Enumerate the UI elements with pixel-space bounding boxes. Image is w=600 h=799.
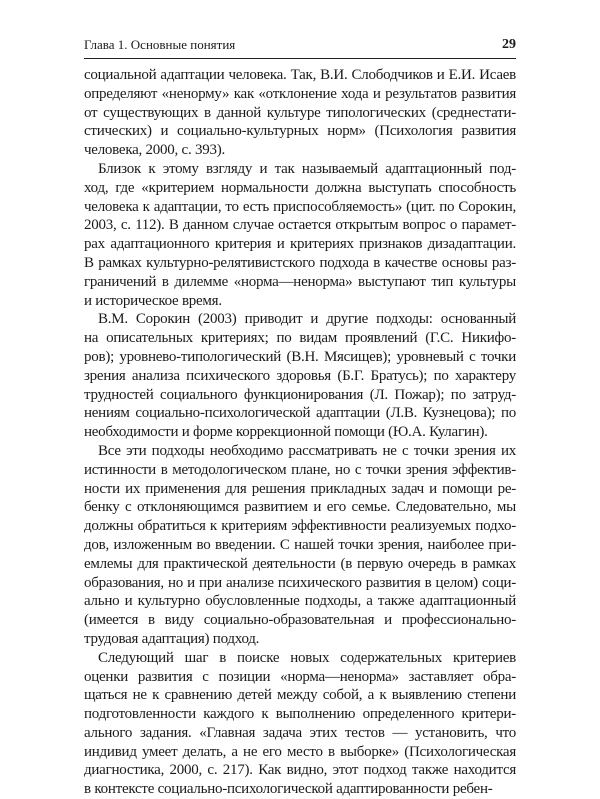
- text-line: ально и культурно обусловленные подходы, а также адаптационный: [84, 593, 516, 610]
- text-line: подготовленности каждого к выполнению определенного критери-: [84, 706, 516, 723]
- text-line: образования, но и при анализе психического развития в целом) соци-: [84, 574, 516, 591]
- page-number: 29: [502, 37, 516, 52]
- text-line: В.М. Сорокин (2003) приводит и другие подходы: основанный: [98, 311, 516, 328]
- text-line: человека к адаптации, то есть приспособляемость» (цит. по Сорокин,: [84, 198, 516, 215]
- paragraph: [84, 160, 516, 310]
- running-head: [84, 36, 516, 54]
- text-line: ход, где «критерием нормальности должна выступать способность: [84, 179, 516, 196]
- chapter-title: Глава 1. Основные понятия: [84, 37, 236, 52]
- text-line: необходимости и форме коррекционной помощи (Ю.А. Кулагин).: [84, 424, 488, 441]
- text-line: емлемы для практической деятельности (в первую очередь в рамках: [84, 555, 516, 572]
- body-text: [84, 66, 516, 799]
- text-line: от существующих в данной культуре типологических (среднестати-: [84, 104, 516, 121]
- text-line: трудностей социального функционирования (Л. Пожар); по затруд-: [84, 386, 516, 403]
- text-line: бенку с отклоняющимся развитием и его семье. Следовательно, мы: [84, 499, 516, 516]
- text-line: стических) и социально-культурных норм» (Психология развития: [84, 123, 516, 140]
- text-line: 2003, с. 112). В данном случае остается открытым вопрос о парамет-: [84, 217, 516, 234]
- text-line: Близок к этому взгляду и так называемый адаптационный под-: [98, 160, 516, 177]
- text-line: (имеется в виду социально-образовательная и профессионально-: [84, 612, 516, 629]
- text-line: ров); уровнево-типологический (В.Н. Мясищев); уровневый с точки: [84, 348, 516, 365]
- text-line: истинности в методологическом плане, но с точки зрения эффектив-: [84, 461, 516, 478]
- paragraph: [84, 649, 516, 799]
- text-line: диагностика, 2000, с. 217). Как видно, этот подход также находится: [84, 762, 516, 779]
- text-line: в контексте социально-психологической адаптированности ребен-: [84, 781, 493, 798]
- paragraph: [84, 310, 516, 442]
- header-rule: [84, 58, 516, 59]
- text-line: ального задания. «Главная задача этих тестов — установить, что: [84, 724, 516, 741]
- text-line: Все эти подходы необходимо рассматривать не с точки зрения их: [98, 442, 516, 459]
- text-line: граничений в дилемме «норма—ненорма» выступают тип культуры: [84, 273, 516, 290]
- paragraph: [84, 442, 516, 649]
- paragraph: [84, 66, 516, 160]
- text-line: человека, 2000, с. 393).: [84, 142, 225, 159]
- text-line: дов, изложенным во введении. С нашей точки зрения, наиболее при-: [84, 536, 516, 553]
- text-line: В рамках культурно-релятивистского подхода в качестве основы раз-: [84, 254, 516, 271]
- text-line: индивид умеет делать, а не его место в выборке» (Психологическая: [84, 743, 516, 760]
- text-line: должны обратиться к критериям эффективности реализуемых подхо-: [84, 518, 516, 535]
- text-line: Следующий шаг в поиске новых содержательных критериев: [98, 649, 516, 666]
- text-line: определяют «ненорму» как «отклонение хода и результатов развития: [84, 85, 516, 102]
- text-line: на описательных критериях; по видам проявлений (Г.С. Никифо-: [84, 330, 516, 347]
- text-line: рах адаптационного критерия и критериях признаков дизадаптации.: [84, 236, 516, 253]
- text-line: трудовая адаптация) подход.: [84, 630, 260, 647]
- text-line: оценки развития с позиции «норма—ненорма» заставляет обра-: [84, 668, 516, 685]
- text-line: щаться не к сравнению детей между собой, а к выявлению степени: [84, 687, 516, 704]
- text-line: и историческое время.: [84, 292, 222, 309]
- text-line: социальной адаптации человека. Так, В.И. Слободчиков и Е.И. Исаев: [84, 67, 516, 83]
- text-line: нениям социально-психологической адаптации (Л.В. Кузнецова); по: [84, 405, 516, 422]
- text-line: ности их применения для решения прикладных задач и помощи ре-: [84, 480, 516, 497]
- text-line: зрения анализа психического здоровья (Б.Г. Братусь); по характеру: [84, 367, 516, 384]
